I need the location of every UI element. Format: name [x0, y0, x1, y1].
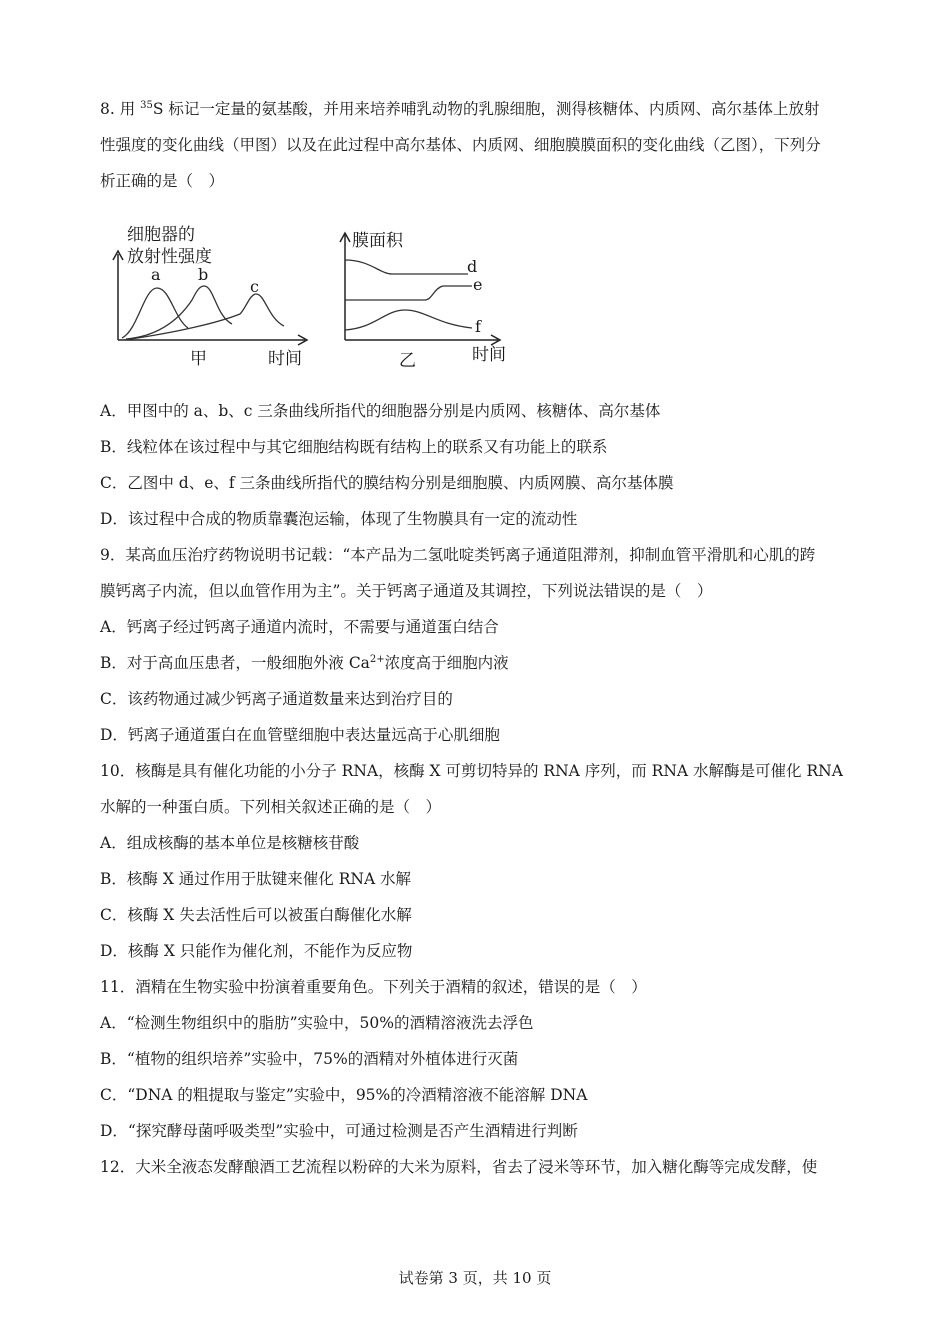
q9-option-b: B．对于高血压患者，一般细胞外液 $Ca^{2+}$浓度高于细胞内液 [100, 654, 509, 672]
q8-option-c: C．乙图中 d、e、f 三条曲线所指代的膜结构分别是细胞膜、内质网膜、高尔基体膜 [100, 474, 674, 492]
q11-option-c: C．“DNA 的粗提取与鉴定”实验中，95%的冷酒精溶液不能溶解 DNA [100, 1086, 588, 1104]
q8-stem-line-2: 性强度的变化曲线（甲图）以及在此过程中高尔基体、内质网、细胞膜膜面积的变化曲线（乙图），下列分 [100, 136, 821, 154]
left-ylabel-1: 细胞器的 [127, 225, 195, 245]
q11-option-d: D．“探究酵母菌呼吸类型”实验中，可通过检测是否产生酒精进行判断 [100, 1122, 578, 1140]
q9-option-d: D．钙离子通道蛋白在血管壁细胞中表达量远高于心肌细胞 [100, 726, 500, 744]
right-caption: 乙 [399, 351, 416, 371]
left-graph-jia [113, 225, 307, 369]
page-footer: 试卷第 3 页，共 10 页 [398, 1269, 552, 1287]
curve-e [345, 286, 472, 300]
q9-option-c: C．该药物通过减少钙离子通道数量来达到治疗目的 [100, 690, 453, 708]
q10-option-d: D．核酶 X 只能作为催化剂，不能作为反应物 [100, 942, 413, 960]
label-d: d [467, 257, 478, 276]
q10-stem-line-2: 水解的一种蛋白质。下列相关叙述正确的是（ ） [100, 798, 442, 816]
right-xlabel: 时间 [472, 345, 506, 365]
isotope-superscript: 35 [140, 100, 153, 111]
q8-figure [100, 218, 530, 378]
q9-option-a: A．钙离子经过钙离子通道内流时，不需要与通道蛋白结合 [100, 618, 499, 636]
q10-option-b: B．核酶 X 通过作用于肽键来催化 RNA 水解 [100, 870, 412, 888]
q11-option-b: B．“植物的组织培养”实验中，75%的酒精对外植体进行灭菌 [100, 1050, 519, 1068]
left-ylabel-2: 放射性强度 [127, 247, 212, 267]
right-ylabel: 膜面积 [352, 231, 403, 251]
q8-graphs-svg [100, 218, 530, 378]
q10-stem-line-1: 10．核酶是具有催化功能的小分子 RNA，核酶 X 可剪切特异的 RNA 序列，而 RNA 水解酶是可催化 RNA [100, 762, 843, 780]
q9-stem-line-2: 膜钙离子内流，但以血管作用为主”。关于钙离子通道及其调控，下列说法错误的是（ ） [100, 582, 713, 600]
ion-charge-superscript: 2+ [369, 654, 385, 665]
label-c: c [250, 277, 259, 296]
right-graph-yi [340, 231, 506, 371]
left-caption: 甲 [190, 349, 207, 369]
q11-option-a: A．“检测生物组织中的脂肪”实验中，50%的酒精溶液洗去浮色 [100, 1014, 534, 1032]
q11-stem-line-1: 11．酒精在生物实验中扮演着重要角色。下列关于酒精的叙述，错误的是（ ） [100, 978, 647, 996]
q9-stem-line-1: 9．某高血压治疗药物说明书记载：“本产品为二氢吡啶类钙离子通道阻滞剂，抑制血管平滑肌和心肌的跨 [100, 546, 816, 564]
q12-stem-line-1: 12．大米全液态发酵酿酒工艺流程以粉碎的大米为原料，省去了浸米等环节，加入糖化酶等完成发酵，使 [100, 1158, 818, 1176]
label-e: e [473, 275, 483, 294]
label-a: a [151, 265, 161, 284]
q8-stem-line-3: 析正确的是（ ） [100, 172, 225, 190]
label-b: b [198, 265, 209, 284]
curve-c [124, 294, 284, 340]
curve-f [345, 310, 472, 330]
q10-option-c: C．核酶 X 失去活性后可以被蛋白酶催化水解 [100, 906, 412, 924]
curve-d [345, 260, 468, 274]
q10-option-a: A．组成核酶的基本单位是核糖核苷酸 [100, 834, 360, 852]
q8-stem-line-1: 8. 用 $^{35}$S 标记一定量的氨基酸，并用来培养哺乳动物的乳腺细胞，测得核糖体、内质网、高尔基体上放射 [100, 100, 820, 118]
q8-option-d: D．该过程中合成的物质靠囊泡运输，体现了生物膜具有一定的流动性 [100, 510, 578, 528]
label-f: f [475, 317, 481, 336]
q8-option-a: A．甲图中的 a、b、c 三条曲线所指代的细胞器分别是内质网、核糖体、高尔基体 [100, 402, 661, 420]
q8-option-b: B．线粒体在该过程中与其它细胞结构既有结构上的联系又有功能上的联系 [100, 438, 608, 456]
left-xlabel: 时间 [268, 349, 302, 369]
